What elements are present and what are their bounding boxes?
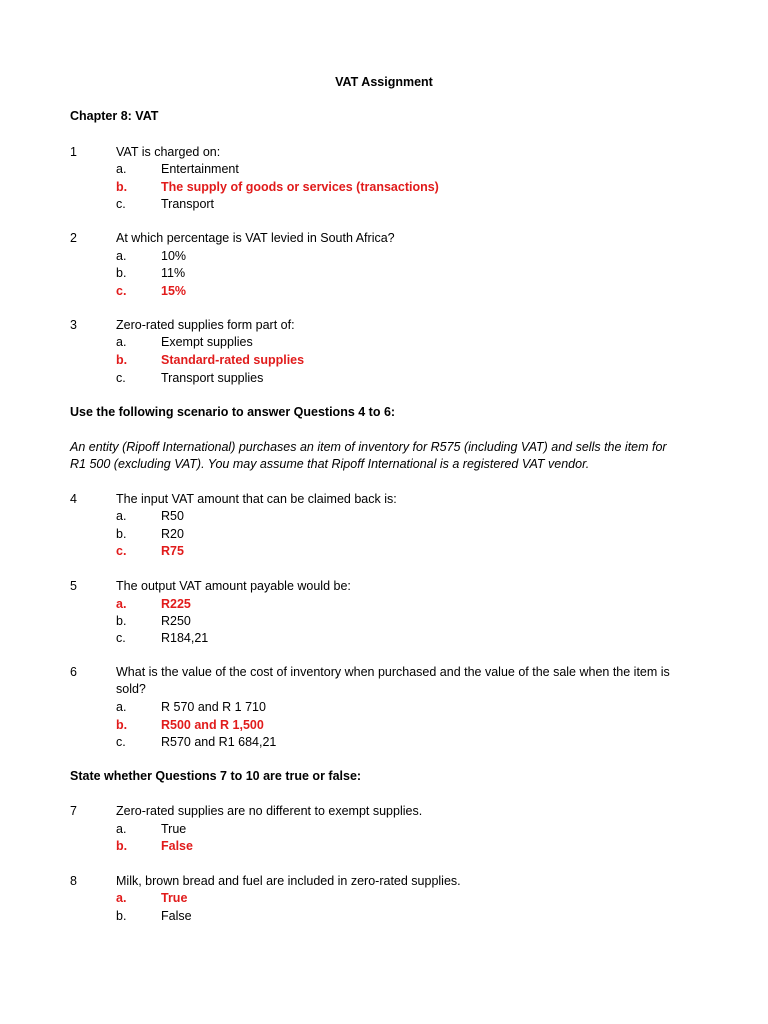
answer-option-letter: c. <box>116 544 127 558</box>
answer-option-letter: b. <box>116 353 128 367</box>
scenario-heading: Use the following scenario to answer Questions 4 to 6: <box>70 405 396 419</box>
option-letter: a. <box>116 249 127 263</box>
answer-option-text: False <box>161 839 193 853</box>
answer-option-text: R225 <box>161 597 191 611</box>
option-letter: b. <box>116 909 127 923</box>
answer-option-text: Standard-rated supplies <box>161 353 305 367</box>
option-text: R20 <box>161 527 184 541</box>
answer-option-letter: b. <box>116 839 128 853</box>
answer-option-letter: b. <box>116 718 128 732</box>
answer-option-letter: c. <box>116 284 127 298</box>
option-letter: c. <box>116 735 126 749</box>
question-number: 1 <box>70 145 77 159</box>
option-text: R50 <box>161 509 184 523</box>
question-number: 5 <box>70 579 77 593</box>
option-letter: a. <box>116 700 127 714</box>
option-text: R 570 and R 1 710 <box>161 700 266 714</box>
question-number: 2 <box>70 231 77 245</box>
option-text: R184,21 <box>161 631 209 645</box>
answer-option-text: R75 <box>161 544 184 558</box>
question-text: The input VAT amount that can be claimed back is: <box>116 492 397 506</box>
question-number: 4 <box>70 492 77 506</box>
option-letter: a. <box>116 335 127 349</box>
question-text: At which percentage is VAT levied in South Africa? <box>116 231 395 245</box>
question-text: Zero-rated supplies form part of: <box>116 318 295 332</box>
answer-option-letter: b. <box>116 180 128 194</box>
answer-option-text: 15% <box>161 284 187 298</box>
answer-option-text: True <box>161 891 188 905</box>
answer-option-text: R500 and R 1,500 <box>161 718 264 732</box>
option-text: Transport <box>161 197 215 211</box>
question-text: Zero-rated supplies are no different to exempt supplies. <box>116 804 423 818</box>
question-text: VAT is charged on: <box>116 145 221 159</box>
option-letter: c. <box>116 371 126 385</box>
option-text: Transport supplies <box>161 371 264 385</box>
question-text: Milk, brown bread and fuel are included in zero-rated supplies. <box>116 874 461 888</box>
true-false-heading: State whether Questions 7 to 10 are true or false: <box>70 769 362 783</box>
option-text: False <box>161 909 192 923</box>
scenario-text: R1 500 (excluding VAT). You may assume that Ripoff International is a registered VAT vendor. <box>70 457 590 471</box>
option-text: R250 <box>161 614 191 628</box>
option-letter: c. <box>116 197 126 211</box>
option-letter: b. <box>116 614 127 628</box>
question-text: What is the value of the cost of inventory when purchased and the value of the sale when the item is <box>116 665 670 679</box>
question-number: 7 <box>70 804 77 818</box>
option-letter: c. <box>116 631 126 645</box>
option-letter: a. <box>116 162 127 176</box>
option-text: Exempt supplies <box>161 335 253 349</box>
option-text: 11% <box>161 266 186 280</box>
option-letter: b. <box>116 527 127 541</box>
answer-option-letter: a. <box>116 891 127 905</box>
option-letter: b. <box>116 266 127 280</box>
option-text: R570 and R1 684,21 <box>161 735 277 749</box>
question-number: 3 <box>70 318 77 332</box>
answer-option-letter: a. <box>116 597 127 611</box>
document-title: VAT Assignment <box>335 75 433 89</box>
option-text: Entertainment <box>161 162 239 176</box>
question-text: The output VAT amount payable would be: <box>116 579 351 593</box>
option-letter: a. <box>116 509 127 523</box>
question-text: sold? <box>116 682 146 696</box>
answer-option-text: The supply of goods or services (transactions) <box>161 180 439 194</box>
option-text: True <box>161 822 187 836</box>
chapter-heading: Chapter 8: VAT <box>70 109 159 123</box>
option-letter: a. <box>116 822 127 836</box>
option-text: 10% <box>161 249 187 263</box>
scenario-text: An entity (Ripoff International) purchases an item of inventory for R575 (including VAT) and sells the item for <box>70 440 667 454</box>
question-number: 8 <box>70 874 77 888</box>
question-number: 6 <box>70 665 77 679</box>
